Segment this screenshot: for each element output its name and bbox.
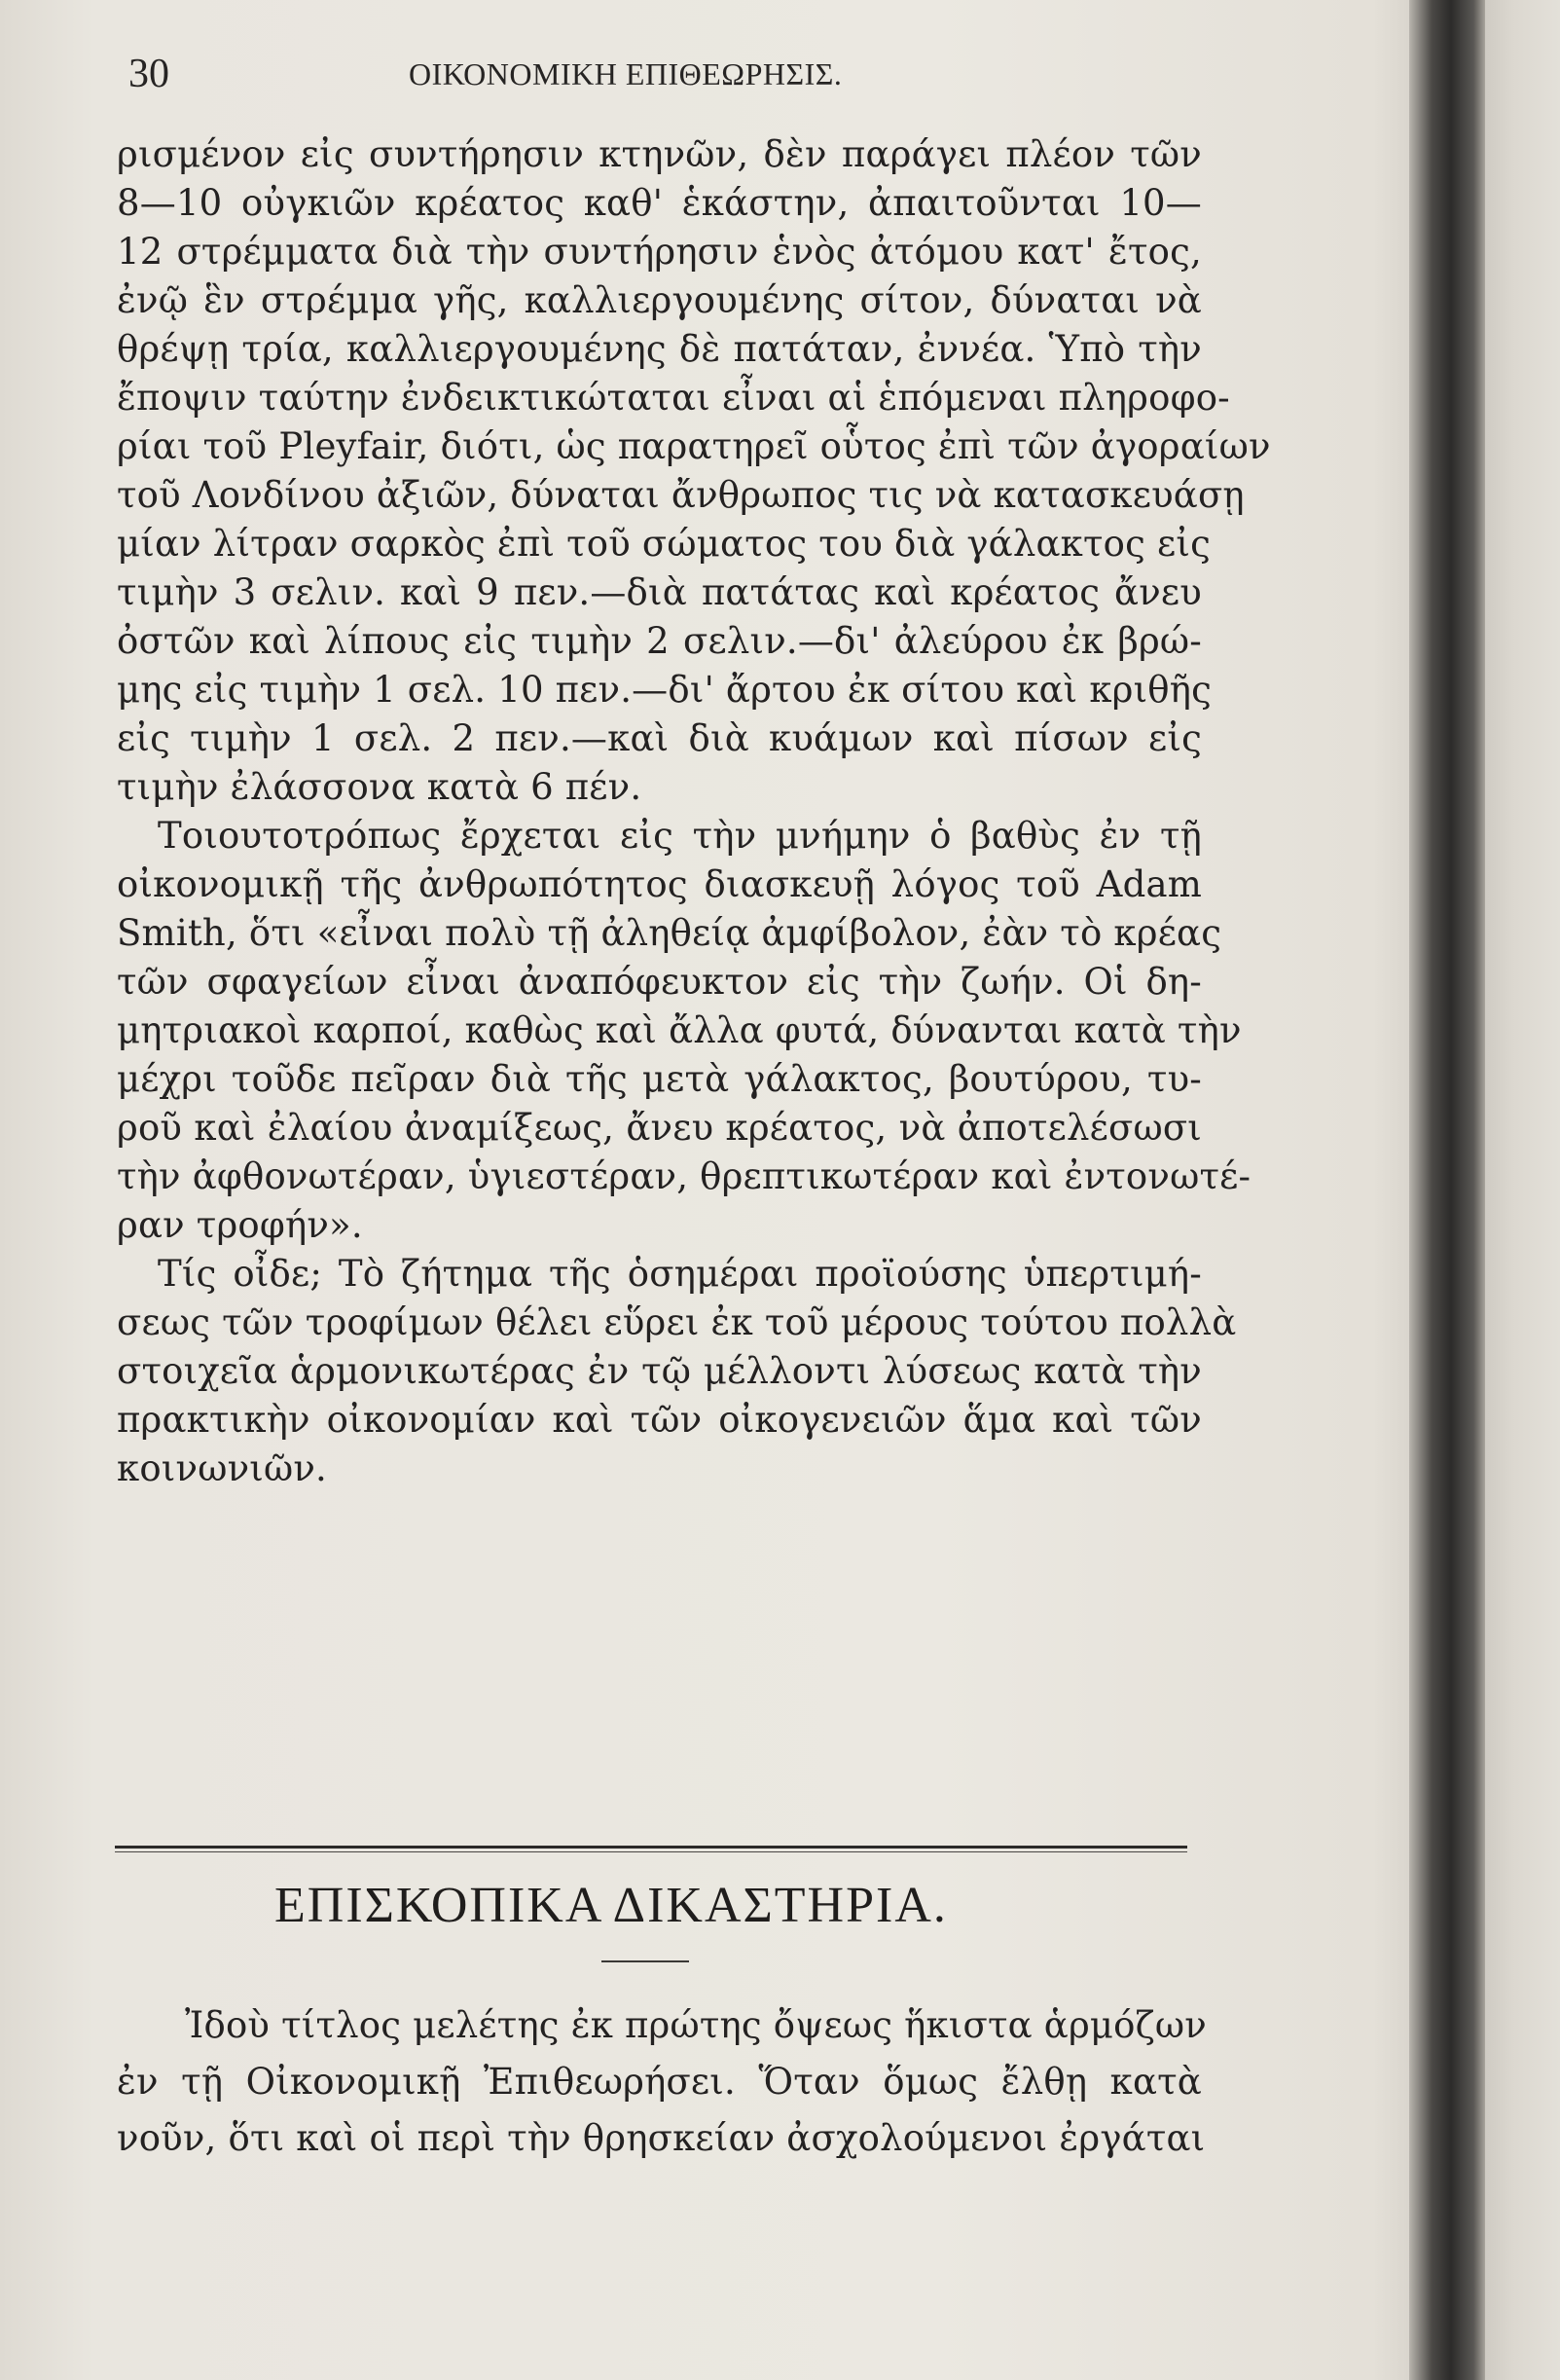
text-line: Τίς οἶδε; Τὸ ζήτημα τῆς ὁσημέραι προϊούσης ὑπερτιμή- <box>158 1253 1202 1295</box>
text-line: σεως τῶν τροφίμων θέλει εὕρει ἐκ τοῦ μέρους τούτου πολλὰ <box>117 1301 1237 1343</box>
text-line: οἰκονομικῇ τῆς ἀνθρωπότητος διασκευῇ λόγος τοῦ Adam <box>117 863 1202 905</box>
page-header <box>125 51 1205 105</box>
text-line: τιμὴν 3 σελιν. καὶ 9 πεν.—διὰ πατάτας καὶ κρέατος ἄνευ <box>117 571 1202 613</box>
text-line: 8—10 οὐγκιῶν κρέατος καθ' ἑκάστην, ἀπαιτοῦνται 10— <box>117 182 1202 224</box>
section-body-text <box>117 1997 1207 2167</box>
title-underline <box>601 1960 689 1962</box>
text-line: μέχρι τοῦδε πεῖραν διὰ τῆς μετὰ γάλακτος, βουτύρου, τυ- <box>117 1058 1202 1100</box>
text-line: εἰς τιμὴν 1 σελ. 2 πεν.—καὶ διὰ κυάμων καὶ πίσων εἰς <box>117 717 1202 759</box>
text-line: κοινωνιῶν. <box>117 1447 327 1489</box>
text-line: ροῦ καὶ ἐλαίου ἀναμίξεως, ἄνευ κρέατος, νὰ ἀποτελέσωσι <box>117 1107 1202 1149</box>
text-line: τὴν ἀφθονωτέραν, ὑγιεστέραν, θρεπτικωτέραν καὶ ἐντονωτέ- <box>117 1155 1252 1197</box>
text-line: μητριακοὶ καρποί, καθὼς καὶ ἄλλα φυτά, δύνανται κατὰ τὴν <box>117 1009 1242 1051</box>
text-line: πρακτικὴν οἰκονομίαν καὶ τῶν οἰκογενειῶν ἅμα καὶ τῶν <box>117 1399 1202 1441</box>
text-line: ραν τροφήν». <box>117 1204 363 1246</box>
text-line: ἔποψιν ταύτην ἐνδεικτικώταται εἶναι αἱ ἑπόμεναι πληροφο- <box>117 377 1230 419</box>
text-line: ἐνῷ ἓν στρέμμα γῆς, καλλιεργουμένης σίτον, δύναται νὰ <box>117 279 1202 321</box>
page-number: 30 <box>128 52 169 96</box>
book-gutter <box>1409 0 1485 2380</box>
text-line: μης εἰς τιμὴν 1 σελ. 10 πεν.—δι' ἄρτου ἐκ σίτου καὶ κριθῆς <box>117 669 1213 711</box>
text-line: ὀστῶν καὶ λίπους εἰς τιμὴν 2 σελιν.—δι' ἀλεύρου ἐκ βρώ- <box>117 620 1202 662</box>
running-head: ΟΙΚΟΝΟΜΙΚΗ ΕΠΙΘΕΩΡΗΣΙΣ. <box>409 56 843 92</box>
text-line: ἐν τῇ Οἰκονομικῇ Ἐπιθεωρήσει. Ὅταν ὅμως ἔλθῃ κατὰ <box>117 2061 1202 2103</box>
section-divider <box>115 1846 1187 1849</box>
text-line: 12 στρέμματα διὰ τὴν συντήρησιν ἑνὸς ἀτόμου κατ' ἔτος, <box>117 231 1202 273</box>
text-line: τῶν σφαγείων εἶναι ἀναπόφευκτον εἰς τὴν ζωήν. Οἱ δη- <box>117 961 1202 1003</box>
text-line: νοῦν, ὅτι καὶ οἱ περὶ τὴν θρησκείαν ἀσχολούμενοι ἐργάται <box>117 2117 1206 2159</box>
text-line: Τοιουτοτρόπως ἔρχεται εἰς τὴν μνήμην ὁ βαθὺς ἐν τῇ <box>158 815 1202 857</box>
text-line: μίαν λίτραν σαρκὸς ἐπὶ τοῦ σώματος του διὰ γάλακτος εἰς <box>117 523 1212 565</box>
text-line: ρίαι τοῦ Pleyfair, διότι, ὡς παρατηρεῖ οὗτος ἐπὶ τῶν ἀγοραίων <box>117 425 1271 467</box>
text-line: στοιχεῖα ἁρμονικωτέρας ἐν τῷ μέλλοντι λύσεως κατὰ τὴν <box>117 1350 1202 1392</box>
body-text <box>117 130 1271 1493</box>
text-line: τοῦ Λονδίνου ἀξιῶν, δύναται ἄνθρωπος τις νὰ κατασκευάσῃ <box>117 474 1245 516</box>
text-line: θρέψῃ τρία, καλλιεργουμένης δὲ πατάταν, ἐννέα. Ὑπὸ τὴν <box>117 328 1202 370</box>
facing-page-edge <box>1485 0 1560 2380</box>
text-line: Smith, ὅτι «εἶναι πολὺ τῇ ἀληθείᾳ ἀμφίβολον, ἐὰν τὸ κρέας <box>117 912 1222 954</box>
text-line: τιμὴν ἐλάσσονα κατὰ 6 πέν. <box>117 766 642 808</box>
text-line: ρισμένον εἰς συντήρησιν κτηνῶν, δὲν παράγει πλέον τῶν <box>117 133 1202 175</box>
section-divider-thin <box>115 1851 1187 1852</box>
section-title: ΕΠΙΣΚΟΠΙΚΑ ΔΙΚΑΣΤΗΡΙΑ. <box>274 1878 948 1933</box>
text-line: Ἰδοὺ τίτλος μελέτης ἐκ πρώτης ὄψεως ἥκιστα ἁρμόζων <box>185 2004 1207 2046</box>
